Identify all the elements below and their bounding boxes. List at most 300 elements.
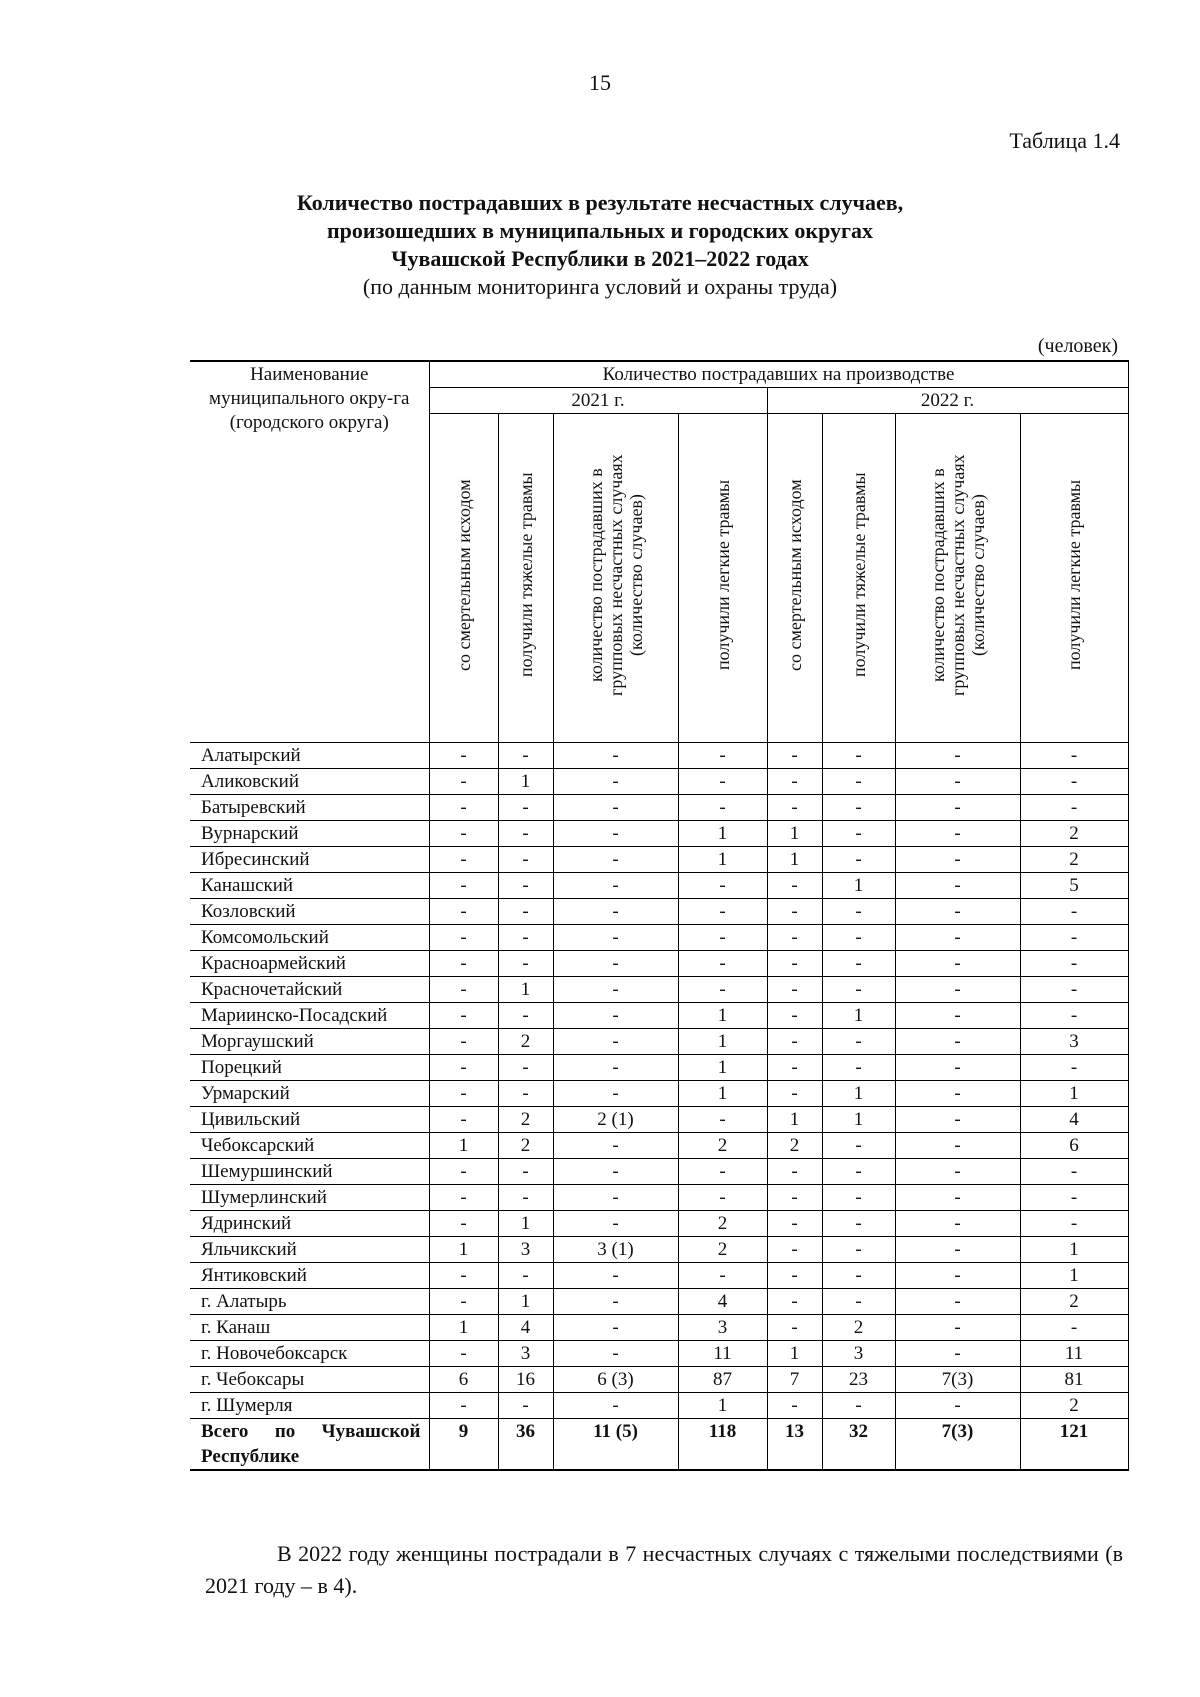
row-value: - [767,1393,822,1419]
table-row [190,1081,1128,1107]
row-name: Янтиковский [190,1263,429,1289]
row-value: - [553,925,678,951]
table-row [190,977,1128,1003]
table-row [190,769,1128,795]
row-name: Цивильский [190,1107,429,1133]
table-row [190,821,1128,847]
row-value: - [822,743,895,769]
row-value: 2 [498,1107,553,1133]
units-label: (человек) [1037,335,1118,357]
table-row [190,951,1128,977]
row-value: - [553,821,678,847]
row-value: 81 [1020,1367,1128,1393]
row-value: - [429,795,498,821]
row-value: - [822,1185,895,1211]
row-value: 1 [498,1211,553,1237]
row-value: 2 [498,1029,553,1055]
row-value: 3 [1020,1029,1128,1055]
row-value: - [1020,795,1128,821]
row-value: - [678,795,767,821]
header-year-2021: 2021 г. [429,388,767,414]
row-value: - [895,1029,1020,1055]
row-value: 6 [1020,1133,1128,1159]
row-value: - [895,743,1020,769]
row-value: 1 [678,847,767,873]
row-value: - [767,1003,822,1029]
row-value: - [895,1341,1020,1367]
total-value: 11 (5) [553,1419,678,1471]
row-name: Комсомольский [190,925,429,951]
header-col-label: количество пострадавших в групповых несчастных случаях (количество случаев) [585,454,646,696]
row-value: - [498,1393,553,1419]
row-value: 1 [767,847,822,873]
row-value: 1 [767,1107,822,1133]
row-name: Красночетайский [190,977,429,1003]
row-value: 2 [1020,1393,1128,1419]
row-value: - [429,1029,498,1055]
row-value: - [1020,951,1128,977]
row-value: 7 [767,1367,822,1393]
row-value: - [1020,1315,1128,1341]
row-value: 2 [678,1237,767,1263]
header-group: Количество пострадавших на производстве [429,361,1128,388]
row-value: - [498,1263,553,1289]
row-value: - [498,873,553,899]
row-value: - [822,1211,895,1237]
row-value: - [498,1055,553,1081]
row-value: - [678,769,767,795]
table-row [190,1159,1128,1185]
table-row [190,925,1128,951]
row-value: - [895,821,1020,847]
row-value: - [767,951,822,977]
row-name: Козловский [190,899,429,925]
row-value: - [895,873,1020,899]
row-value: 3 (1) [553,1237,678,1263]
table-row [190,1263,1128,1289]
row-value: - [1020,1211,1128,1237]
table-row [190,1237,1128,1263]
row-value: - [553,1133,678,1159]
row-value: - [895,847,1020,873]
table-row [190,899,1128,925]
row-name: Алатырский [190,743,429,769]
row-value: 6 (3) [553,1367,678,1393]
row-name: Ядринский [190,1211,429,1237]
row-value: 1 [822,1081,895,1107]
row-value: - [498,899,553,925]
row-value: - [678,873,767,899]
row-value: 1 [678,821,767,847]
header-col-2021-severe [498,414,553,743]
total-value: 32 [822,1419,895,1471]
row-value: - [767,743,822,769]
row-value: 2 [767,1133,822,1159]
row-value: - [553,1159,678,1185]
row-value: 2 [678,1211,767,1237]
total-name-word: Всего [201,1421,249,1442]
row-value: - [553,873,678,899]
row-value: - [429,899,498,925]
row-value: - [895,951,1020,977]
row-value: 5 [1020,873,1128,899]
row-value: 1 [1020,1263,1128,1289]
header-year-2022: 2022 г. [767,388,1128,414]
row-value: 1 [822,1003,895,1029]
row-value: - [895,1107,1020,1133]
table-row [190,1185,1128,1211]
header-col-2022-severe [822,414,895,743]
row-value: - [429,1185,498,1211]
row-value: - [767,769,822,795]
header-col-label: получили тяжелые травмы [515,472,536,678]
row-value: 1 [678,1393,767,1419]
row-value: - [553,1029,678,1055]
row-value: - [822,1289,895,1315]
row-value: - [895,1211,1020,1237]
row-value: - [1020,899,1128,925]
row-value: 1 [822,1107,895,1133]
row-value: - [429,1211,498,1237]
row-value: - [553,795,678,821]
row-value: - [429,1341,498,1367]
row-value: - [678,1263,767,1289]
row-value: - [429,977,498,1003]
row-value: - [498,1081,553,1107]
total-name [190,1419,429,1471]
row-value: - [1020,769,1128,795]
header-col-2022-light [1020,414,1128,743]
row-value: 2 (1) [553,1107,678,1133]
row-value: 1 [678,1081,767,1107]
row-value: 1 [767,1341,822,1367]
row-name: Канашский [190,873,429,899]
row-value: - [553,1211,678,1237]
row-value: - [553,1185,678,1211]
row-value: 1 [678,1055,767,1081]
row-value: - [553,1055,678,1081]
row-value: 3 [498,1341,553,1367]
row-value: - [1020,1185,1128,1211]
row-value: - [1020,1055,1128,1081]
header-name-column: Наименование муниципального окру-га (городского округа) [190,361,429,743]
table-row [190,1211,1128,1237]
row-value: - [895,899,1020,925]
row-value: - [767,925,822,951]
row-value: - [895,1055,1020,1081]
row-value: - [822,899,895,925]
row-value: - [1020,977,1128,1003]
row-value: 2 [1020,847,1128,873]
row-value: 2 [1020,821,1128,847]
row-value: - [895,795,1020,821]
total-value: 121 [1020,1419,1128,1471]
header-col-label: получили легкие травмы [1064,479,1084,671]
row-value: - [429,1003,498,1029]
row-value: - [822,1263,895,1289]
row-value: - [822,1029,895,1055]
header-col-label: со смертельным исходом [784,479,805,671]
row-value: 1 [498,769,553,795]
row-value: 3 [822,1341,895,1367]
table-row [190,1029,1128,1055]
row-value: - [767,1029,822,1055]
header-col-label: со смертельным исходом [453,479,474,671]
total-name-line2: Республике [201,1446,300,1467]
row-value: 11 [1020,1341,1128,1367]
row-value: - [822,1055,895,1081]
row-value: - [895,1237,1020,1263]
total-row [190,1419,1128,1471]
row-value: - [553,1315,678,1341]
row-name: Аликовский [190,769,429,795]
row-value: - [822,951,895,977]
row-value: - [767,899,822,925]
table-label: Таблица 1.4 [1009,128,1120,153]
row-value: 1 [498,977,553,1003]
header-col-2022-fatal [767,414,822,743]
row-value: 2 [822,1315,895,1341]
row-value: - [429,1393,498,1419]
title-subtitle: (по данным мониторинга условий и охраны труда) [362,274,838,299]
row-value: 2 [1020,1289,1128,1315]
row-value: - [429,743,498,769]
row-value: - [678,977,767,1003]
row-value: 3 [498,1237,553,1263]
header-col-2021-fatal [429,414,498,743]
row-value: - [678,1107,767,1133]
table-row [190,1289,1128,1315]
header-col-label: получили легкие травмы [712,479,733,671]
total-value: 13 [767,1419,822,1471]
row-value: - [498,821,553,847]
total-value: 36 [498,1419,553,1471]
total-name-word: Чувашской [321,1421,421,1442]
row-value: - [822,795,895,821]
row-value: - [678,1159,767,1185]
summary-paragraph: В 2022 году женщины пострадали в 7 несчастных случаях с тяжелыми последствиями (в 2021 году – в 4). [205,1541,1123,1598]
row-value: - [553,1263,678,1289]
data-table [190,360,1129,1471]
row-value: - [553,1003,678,1029]
row-name: Шемуршинский [190,1159,429,1185]
row-value: - [498,951,553,977]
row-value: 2 [498,1133,553,1159]
row-value: - [553,1289,678,1315]
row-value: - [767,795,822,821]
table-row [190,847,1128,873]
row-name: Ибресинский [190,847,429,873]
row-value: - [767,1185,822,1211]
row-value: - [822,821,895,847]
header-col-label: количество пострадавших в групповых несчастных случаях (количество случаев) [927,454,988,696]
header-col-label: получили тяжелые травмы [848,472,869,678]
row-value: - [822,1393,895,1419]
row-value: - [553,769,678,795]
row-name: Батыревский [190,795,429,821]
row-value: - [895,1081,1020,1107]
table-row [190,1367,1128,1393]
total-value: 118 [678,1419,767,1471]
row-value: - [553,899,678,925]
table-row [190,1133,1128,1159]
row-value: 1 [678,1029,767,1055]
title-line-2: произошедших в муниципальных и городских округах [326,218,874,243]
row-name: Красноармейский [190,951,429,977]
header-col-2021-group [553,414,678,743]
total-value: 9 [429,1419,498,1471]
row-value: - [767,1055,822,1081]
row-value: - [767,873,822,899]
row-name: Моргаушский [190,1029,429,1055]
row-value: - [498,743,553,769]
row-value: - [1020,1159,1128,1185]
row-name: Шумерлинский [190,1185,429,1211]
row-value: 23 [822,1367,895,1393]
row-name: г. Шумерля [190,1393,429,1419]
row-value: - [822,769,895,795]
row-value: - [1020,743,1128,769]
total-value: 7(3) [895,1419,1020,1471]
row-value: - [767,1263,822,1289]
row-value: - [895,1289,1020,1315]
row-value: - [553,1341,678,1367]
row-value: - [429,951,498,977]
row-name: Мариинско-Посадский [190,1003,429,1029]
row-value: 1 [429,1133,498,1159]
row-value: 4 [1020,1107,1128,1133]
row-value: - [822,1237,895,1263]
table-row [190,1003,1128,1029]
row-value: - [429,769,498,795]
row-value: - [429,1289,498,1315]
row-value: 1 [1020,1081,1128,1107]
row-value: - [553,977,678,1003]
row-value: - [553,847,678,873]
row-value: 87 [678,1367,767,1393]
row-name: Вурнарский [190,821,429,847]
table-title [190,189,1010,301]
row-value: 6 [429,1367,498,1393]
row-value: - [895,1159,1020,1185]
row-value: - [895,925,1020,951]
row-value: - [767,1081,822,1107]
total-name-word: по [274,1421,296,1442]
row-value: - [553,743,678,769]
page-number: 15 [589,70,611,95]
row-value: 1 [767,821,822,847]
row-value: - [553,1393,678,1419]
row-value: 1 [678,1003,767,1029]
row-name: г. Алатырь [190,1289,429,1315]
row-value: - [429,1081,498,1107]
row-value: - [895,977,1020,1003]
row-value: - [822,1133,895,1159]
row-value: - [498,795,553,821]
row-value: - [429,847,498,873]
row-value: - [553,951,678,977]
table-row [190,795,1128,821]
table-row [190,1055,1128,1081]
row-value: 11 [678,1341,767,1367]
row-name: г. Чебоксары [190,1367,429,1393]
row-value: - [767,1315,822,1341]
row-value: - [822,925,895,951]
row-value: - [1020,925,1128,951]
row-value: - [767,1289,822,1315]
row-value: - [498,1003,553,1029]
row-value: - [767,977,822,1003]
row-value: - [498,1185,553,1211]
row-value: 1 [498,1289,553,1315]
header-col-2022-group [895,414,1020,743]
row-value: - [429,1159,498,1185]
row-value: - [429,1263,498,1289]
row-value: - [895,1133,1020,1159]
row-value: - [429,925,498,951]
row-value: - [678,951,767,977]
row-value: - [895,769,1020,795]
title-line-3: Чувашской Республики в 2021–2022 годах [391,246,809,271]
row-value: - [553,1081,678,1107]
row-value: - [767,1211,822,1237]
row-value: - [822,977,895,1003]
header-col-2021-light [678,414,767,743]
row-value: - [429,1107,498,1133]
row-value: 4 [678,1289,767,1315]
row-value: - [895,1003,1020,1029]
table-row [190,743,1128,769]
row-value: 2 [678,1133,767,1159]
row-value: - [429,873,498,899]
row-name: Чебоксарский [190,1133,429,1159]
row-value: - [678,1185,767,1211]
row-value: - [678,899,767,925]
row-value: 1 [429,1315,498,1341]
row-name: г. Новочебоксарск [190,1341,429,1367]
row-value: 7(3) [895,1367,1020,1393]
row-value: - [498,1159,553,1185]
row-value: - [895,1185,1020,1211]
row-name: г. Канаш [190,1315,429,1341]
table-row [190,1315,1128,1341]
row-value: - [678,925,767,951]
row-value: - [678,743,767,769]
row-value: 1 [429,1237,498,1263]
row-value: - [498,925,553,951]
row-name: Яльчикский [190,1237,429,1263]
table-row [190,1107,1128,1133]
row-value: - [822,1159,895,1185]
row-value: 1 [822,873,895,899]
table-row [190,1393,1128,1419]
table-row [190,1341,1128,1367]
row-value: - [429,821,498,847]
row-value: 4 [498,1315,553,1341]
row-value: 3 [678,1315,767,1341]
row-value: - [767,1159,822,1185]
row-value: 16 [498,1367,553,1393]
row-value: - [895,1263,1020,1289]
row-value: - [429,1055,498,1081]
title-line-1: Количество пострадавших в результате несчастных случаев, [296,190,904,215]
row-name: Урмарский [190,1081,429,1107]
row-value: - [498,847,553,873]
row-value: - [822,847,895,873]
table-row [190,873,1128,899]
row-value: 1 [1020,1237,1128,1263]
row-value: - [767,1237,822,1263]
